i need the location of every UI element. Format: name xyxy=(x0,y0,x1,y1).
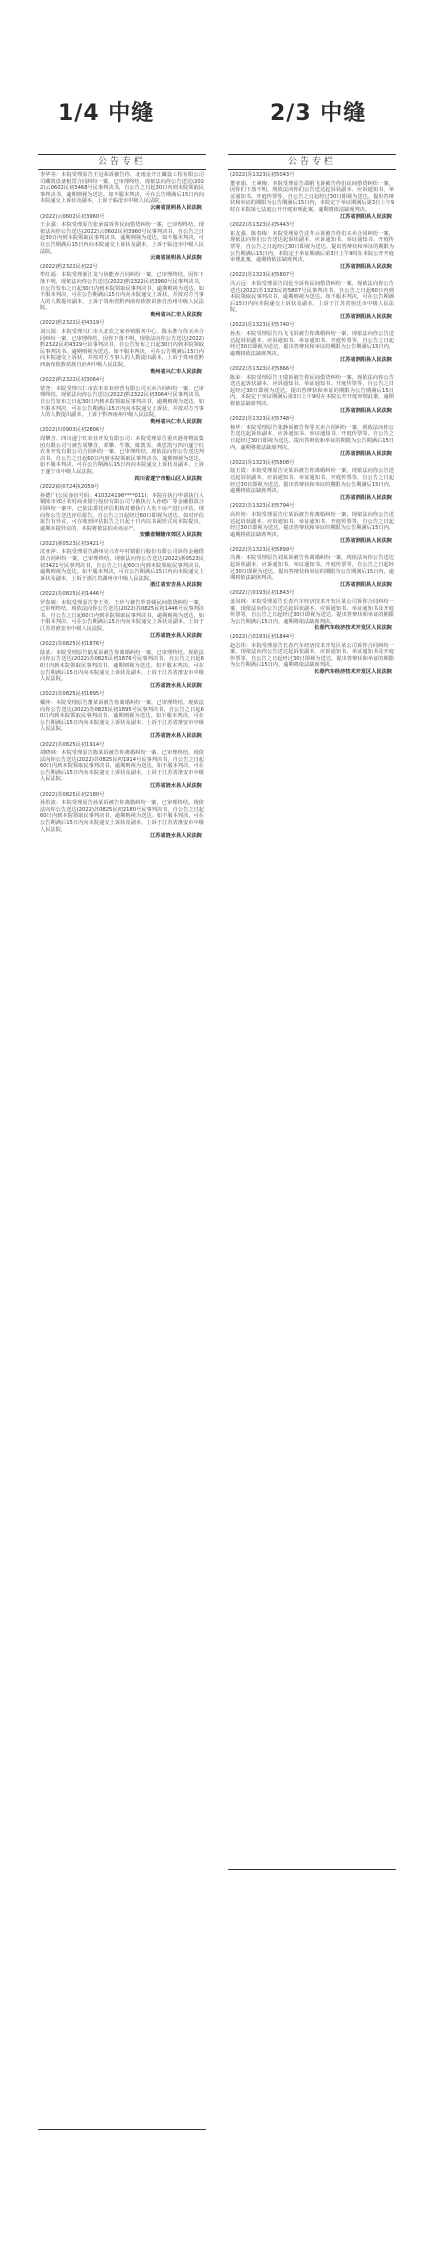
notice-text: 刘兴圆：本院受理兴仁市大北农之家养殖服务中心、陈永胜与你买卖合同纠纷一案，已审理终结。因你下落不明，现依法向你公告送达(2022)黔2322民初4319号民事判决书，自公告发布之日起30日内到本院领取民事判决书，逾期则视为送达。如不服本判决，可在公告期满后15日内向本院递交上诉状，并按对方当事人的人数提出副本，上诉于贵州省黔西南布依族苗族自治州中级人民法院。 xyxy=(40,329,204,369)
notice-item xyxy=(40,700,204,740)
notice-item xyxy=(230,366,394,373)
notice-text: (2022)浙0523民初3421号 xyxy=(40,540,105,547)
notice-text: 陆某：本院受理原告陆某诉被告你离婚纠纷一案，已审理终结。现依法向你公告送达(2022)苏0825民初1876号民事判决书，自公告之日起60日内到本院领取民事判决书，逾期则视为送达。如不服本判决，可在公告期满后15日内向本院递交上诉状及副本，上诉于江苏省淮安市中级人民法院。 xyxy=(40,649,204,683)
column-divider xyxy=(38,2129,206,2130)
notice-court-name: 江苏省泗阳县人民法院 xyxy=(340,407,392,414)
notice-item xyxy=(230,172,394,179)
notice-text: 赵志伟：本院受理原告长春汽车经济技术开发区某公司诉你合同纠纷一案，现依法向你公告送达起诉状副本、应诉通知书、举证通知书及开庭传票等，自公告之日起经过30日即视为送达。提出答辩状和举证的期限为公告期满后15日内，逾期将依法缺席判决。 xyxy=(230,642,394,669)
notice-court-name: 云南省昆明县人民法院 xyxy=(150,255,202,262)
page-label-right: 2/3 中缝 xyxy=(270,101,367,126)
notice-court-name: 江苏省涟水县人民法院 xyxy=(150,732,202,739)
notice-text: (2022)黔2322民初22号 xyxy=(40,263,98,270)
notice-item xyxy=(40,549,204,589)
notice-item xyxy=(40,742,204,749)
notice-court-name: 长春汽车经济技术开发区人民法院 xyxy=(314,625,392,632)
notice-item xyxy=(40,172,204,212)
notice-court-name: 贵州省兴仁市人民法院 xyxy=(150,311,202,318)
notice-text: 蒙登：本院受理兴仁市农本农业经营有限公司买卖合同纠纷一案，已审理终结。现依法向你公告送达(2022)黔2322民初3064号民事判决书，自公告发布之日起30日内到本院领取民事判决书，逾期则视为送达。如不服本判决，可在公告期满后15日内向本院递交上诉状，并按对方当事人的人数提出副本，上诉于黔西南州中级人民法院。 xyxy=(40,385,204,419)
notice-item xyxy=(230,634,394,641)
notice-item xyxy=(230,555,394,588)
notice-text: 董亚娟、王素梅：本院受理原告邵帆飞诉被告你们民间借贷纠纷一案，因你们下落不明，现依法向你们公告送达起诉状副本、应诉通知书、举证通知书、开庭传票等，自公告之日起经过30日即视为送达。提出答辩状和举证的期限为公告期满后15日内，本院定于举证期满后第3日上午9时在本院第七法庭公开开庭审理此案，逾期将依法缺席判决。 xyxy=(230,180,394,213)
notice-text: (2022)苏1323民初5899号 xyxy=(230,546,295,553)
notice-text: (2022)苏1323民初5866号 xyxy=(230,366,295,373)
notice-column-right xyxy=(228,154,396,1870)
notice-text: (2022)苏1323民初5043号 xyxy=(230,172,295,178)
notice-text: (2022)黔2322民初3064号 xyxy=(40,377,105,384)
column-header: 公告专栏 xyxy=(38,155,206,170)
notice-item xyxy=(40,493,204,539)
notice-court-name: 四川省遂宁市船山区人民法院 xyxy=(134,475,202,482)
notice-court-name: 贵州省兴仁市人民法院 xyxy=(150,368,202,375)
notice-court-name: 江苏省泗阳县人民法院 xyxy=(340,357,392,364)
notice-item xyxy=(40,214,204,221)
notice-item xyxy=(40,320,204,327)
notice-column-left xyxy=(38,154,206,2130)
notice-text: 王永强：本院受理原告张承富诉你民间借贷纠纷一案，已审理终结。现依法向你公告送达(2022)云0602民初3960号民事判决书，自公告之日起30日内到本院领取民事判决书，逾期则视为送达。如不服本判决，可在公告期满后15日内向本院递交上诉状及副本，上诉于临沧市中级人民法院。 xyxy=(40,222,204,255)
notice-item xyxy=(40,800,204,840)
notice-item xyxy=(230,503,394,510)
notice-text: 陆玉霞：本院受理原告吴某诉被告你离婚纠纷一案，现依法向你公告送达起诉状副本、应诉通知书、举证通知书、开庭传票等，自公告之日起经过30日即视为送达。提出答辩状和举证的期限为公告期满后15日内，逾期将依法缺席判决。 xyxy=(230,468,394,495)
notice-text: 罗春娣：本院受理原告李王英、王珍与被告罗春娣民间借贷纠纷一案，已审理终结。现依法向你公告送达(2022)苏0825民初1446号民事判决书，自公告之日起60日内到本院领取民事判决书，逾期则视为送达。如不服本判决，可在公告期满后15日内向本院递交上诉状及副本，上诉于江苏省淮安市中级人民法院。 xyxy=(40,599,204,632)
notice-text: 胡晓林：本院受理原告陈某诉被告你离婚纠纷一案，已审理终结。现依法向你公告送达(2022)苏0825民初1914号民事判决书，自公告之日起60日内到本院领取民事判决书，逾期则视为送达。如不服本判决，可在公告期满后15日内向本院递交上诉状及副本，上诉于江苏省淮安市中级人民法院。 xyxy=(40,750,204,783)
notice-text: 陈荣：本院受理原告王瑞诉被告你民间借贷纠纷一案，现依法向你公告送达起诉状副本、应诉通知书、举证通知书、开庭传票等，自公告之日起经过30日即视为送达。提出答辩状和举证的期限为公告期满后15日内，本院定于举证期满后第3日上午9时在本院公开开庭审理此案，逾期将依法缺席判决。 xyxy=(230,374,394,407)
notice-text: 孙洪波：本院受理原告孙某诉被告你离婚纠纷一案，已审理终结。现依法向你公告送达(2022)苏0825民初2180号民事判决书，自公告之日起60日内到本院领取民事判决书，逾期则视为送达。如不服本判决，可在公告期满后15日内向本院递交上诉状及副本，上诉于江苏省淮安市中级人民法院。 xyxy=(40,800,204,833)
notice-item xyxy=(40,222,204,262)
notice-item xyxy=(40,427,204,434)
column-header: 公告专栏 xyxy=(228,155,396,170)
notice-court-name: 江苏省泗阳县人民法院 xyxy=(340,451,392,458)
notice-court-name: 江苏省泗阳县人民法院 xyxy=(340,263,392,270)
notice-item xyxy=(230,231,394,271)
notice-item xyxy=(230,375,394,415)
notice-text: (2022)苏1323民初5740号 xyxy=(230,322,295,329)
notice-item xyxy=(230,460,394,467)
notice-court-name: 江苏省涟水县人民法院 xyxy=(150,783,202,790)
notice-text: (2022)苏1323民初5748号 xyxy=(230,416,295,423)
notice-text: 沈亚萍：本院受理原告湖州吴兴青年村镇银行股份有限公司诉你金融借款合同纠纷一案，已审理终结。现依法向你公告送达(2022)浙0523民初3421号民事判决书，自公告之日起60日内到本院领取民事判决书，逾期则视为送达。如不服本判决，可在公告期满后15日内向本院递交上诉状及副本，上诉于浙江省湖州市中级人民法院。 xyxy=(40,549,204,582)
notice-item xyxy=(230,416,394,423)
notice-item xyxy=(230,181,394,221)
notice-court-name: 江苏省涟水县人民法院 xyxy=(150,833,202,840)
notice-text: (2022)川0903民初2806号 xyxy=(40,427,105,434)
notice-court-name: 江苏省涟水县人民法院 xyxy=(150,682,202,689)
notice-item xyxy=(230,590,394,597)
notice-item xyxy=(230,322,394,329)
notice-text: (2022)苏0825民初1914号 xyxy=(40,741,105,748)
notice-item xyxy=(40,436,204,482)
notice-text: 冯典：本院受理原告刘某诉被告你离婚纠纷一案，现依法向你公告送达起诉状副本、应诉通知书、举证通知书、开庭传票等，自公告之日起经过30日即视为送达。提出答辩状和举证的期限为公告期满后15日内，逾期将依法缺席判决。 xyxy=(230,555,394,582)
notice-item xyxy=(40,484,204,491)
notice-text: 周攀含、四川遂宁红农业开发有限公司：本院受理原告重庆港务物流集团有限公司与被告周攀含、邓攀、牛歌，陈凯雯、黄思凯与四川遂宁红农业开发有限公司合同纠纷一案，已审理终结。现依法向你公告送达判决书，自公告之日起60日内到本院领取民事判决书，逾期则视为送达。如不服本判决，可在公告期满后15日内向本院递交上诉状及副本，上诉于遂宁市中级人民法院。 xyxy=(40,435,204,475)
notice-item xyxy=(230,425,394,458)
notice-item xyxy=(230,547,394,554)
notice-text: 孙德广(公民身份号码：410324196****011)：本院在执行申请执行人铜陵市郊区农村商业银行股份有限公司与被执行人孙德广等金融借款合同纠纷一案中，已依法委托评估机构对被执行人名下房产进行评估，现向你公告送达评估报告。自公告之日起经过60日即视为送达。如对评估报告有异议，可在收到评估报告之日起十日内以书面形式向本院提出。逾期未提异议的，本院将依法拍卖该房产。 xyxy=(40,492,204,532)
notice-court-name: 江苏省泗阳县人民法院 xyxy=(340,213,392,220)
notice-item xyxy=(40,792,204,799)
notice-text: 高传艳：本院受理原告庄某诉被告你离婚纠纷一案，现依法向你公告送达起诉状副本、应诉通知书、举证通知书、开庭传票等，自公告之日起经过30日即视为送达。提出答辩状和举证的期限为公告期满后15日内，逾期将依法缺席判决。 xyxy=(230,511,394,538)
notice-text: (2022)苏1323民初5443号 xyxy=(230,222,295,229)
notice-court-name: 江苏省泗阳县人民法院 xyxy=(340,494,392,501)
notice-text: (2022)吉0193民初1843号 xyxy=(230,590,295,597)
notice-list xyxy=(228,170,396,676)
notice-court-name: 云南省昆明县人民法院 xyxy=(150,204,202,211)
notice-court-name: 江苏省泗阳县人民法院 xyxy=(340,538,392,545)
notice-court-name: 安徽省铜陵市郊区人民法院 xyxy=(139,532,202,539)
notice-court-name: 江苏省涟水县人民法院 xyxy=(150,632,202,639)
notice-text: 杨华：本院受理原告张静诉被告你等买卖合同纠纷一案，现依法向你公告送达起诉状副本、应诉通知书、举证通知书、开庭传票等，自公告之日起经过30日即视为送达。提出答辩状和举证的期限为公告期满后15日内，逾期将依法缺席判决。 xyxy=(230,424,394,451)
notice-item xyxy=(40,600,204,640)
notice-text: (2022)苏1323民初5808号 xyxy=(230,459,295,466)
page-label-left: 1/4 中缝 xyxy=(58,101,155,126)
notice-list xyxy=(38,170,206,840)
notice-text: (2022)皖0724执2059号 xyxy=(40,484,100,491)
notice-item xyxy=(40,691,204,698)
notice-item xyxy=(40,591,204,598)
notice-item xyxy=(230,331,394,364)
notice-text: (2022)黔2322民初4319号 xyxy=(40,320,105,327)
notice-text: (2022)苏0825民初1446号 xyxy=(40,591,105,598)
notice-text: (2022)吉0193民初1844号 xyxy=(230,634,295,640)
notice-text: 崔友强、陈春梅：本院受理原告沈冬云诉被告你们买卖合同纠纷一案，现依法向你们公告送达起诉状副本、应诉通知书、举证通知书、开庭传票等，自公告之日起经过30日即视为送达。提出答辩状和举证的期限为公告期满后15日内，本院定于举证期满后第3日上午9时在本院公开开庭审理此案，逾期将依法缺席判决。 xyxy=(230,230,394,264)
notice-item xyxy=(230,468,394,501)
notice-item xyxy=(40,650,204,690)
notice-text: 孙杰：本院受理原告冯飞飞诉被告你离婚纠纷一案，现依法向你公告送达起诉状副本、应诉通知书、举证通知书、开庭传票等，自公告之日起经过30日即视为送达。提出答辩状和举证的期限为公告期满后15日内，逾期将依法缺席判决。 xyxy=(230,331,394,357)
notice-item xyxy=(40,272,204,318)
notice-item xyxy=(230,281,394,321)
notice-text: 牟红福：本院受理浙江龙与协能养合同纠纷一案，已审理终结。因你下落不明，现依法向你公告送达(2022)黔2322民初3960号民事判决书，自公告发布之日起30日内到本院领取民事判决书，逾期则视为送达。如不服本判决，可在公告期满后15日内向本院递交上诉状，并按对方当事人的人数提出副本，上诉于贵州省黔西南布依族苗族自治州中级人民法院。 xyxy=(40,272,204,312)
notice-text: (2022)苏1323民初5794号 xyxy=(230,503,295,510)
notice-item xyxy=(230,222,394,229)
notice-court-name: 江苏省泗阳县人民法院 xyxy=(340,313,392,320)
notice-text: 姜凤林：本院受理原告长春汽车经济技术开发区某公司诉你合同纠纷一案，现依法向你公告送达起诉状副本、应诉通知书、举证通知书及开庭传票等，自公告之日起经过30日即视为送达。提出答辩状和举证的期限为公告期满后15日内，逾期将依法缺席判决。 xyxy=(230,599,394,625)
notice-item xyxy=(230,643,394,676)
notice-text: (2022)云0602民初3960号 xyxy=(40,213,105,220)
notice-item xyxy=(40,750,204,790)
notice-item xyxy=(230,512,394,545)
notice-text: (2022)苏1323民初5807号 xyxy=(230,272,295,279)
notice-item xyxy=(40,329,204,375)
notice-item xyxy=(230,599,394,632)
notice-court-name: 长春汽车经济技术开发区人民法院 xyxy=(314,668,392,675)
notice-text: 冯云远：本院受理原告周化全诉你民间借贷纠纷一案，现依法向你公告送达(2022)苏1323民初5807号民事判决书，自公告之日起60日内到本院领取民事判决书，逾期则视为送达。如不服本判决，可在公告期满后15日内向本院递交上诉状及副本，上诉于江苏省宿迁市中级人民法院。 xyxy=(230,280,394,314)
column-divider xyxy=(228,1869,396,1870)
notice-item xyxy=(40,541,204,548)
notice-text: (2022)苏0825民初1895号 xyxy=(40,691,105,698)
notice-text: 李华等：本院受理原告王冠荣诉被告你、北雨金介江藏设工程有限公司司藏筑设备租赁合同纠纷一案，已审理终结。现依法向你公告送达(2022)云0602民初3468号民事判决书，自公告之日起30日内到本院领取民事判决书，逾期则视为送达。如不服本判决，可在公告期满后15日内向本院递交上诉状及副本，上诉于临沧市中级人民法院。 xyxy=(40,172,204,205)
notice-item xyxy=(40,264,204,271)
notice-item xyxy=(40,641,204,648)
notice-court-name: 江苏省泗阳县人民法院 xyxy=(340,581,392,588)
notice-item xyxy=(40,377,204,384)
notice-item xyxy=(230,272,394,279)
notice-court-name: 浙江省安吉县人民法院 xyxy=(150,582,202,589)
notice-text: (2022)苏0825民初2180号 xyxy=(40,791,105,798)
notice-item xyxy=(40,386,204,426)
notice-text: 戴萍：本院受理原告董某诉被告你离婚纠纷一案，已审理终结。现依法向你公告送达(2022)苏0825民初1895号民事判决书，自公告之日起60日内到本院领取民事判决书，逾期则视为送达。如不服本判决，可在公告期满后15日内向本院递交上诉状及副本，上诉于江苏省淮安市中级人民法院。 xyxy=(40,699,204,733)
notice-text: (2022)苏0825民初1876号 xyxy=(40,641,105,648)
notice-court-name: 贵州省兴仁市人民法院 xyxy=(150,418,202,425)
